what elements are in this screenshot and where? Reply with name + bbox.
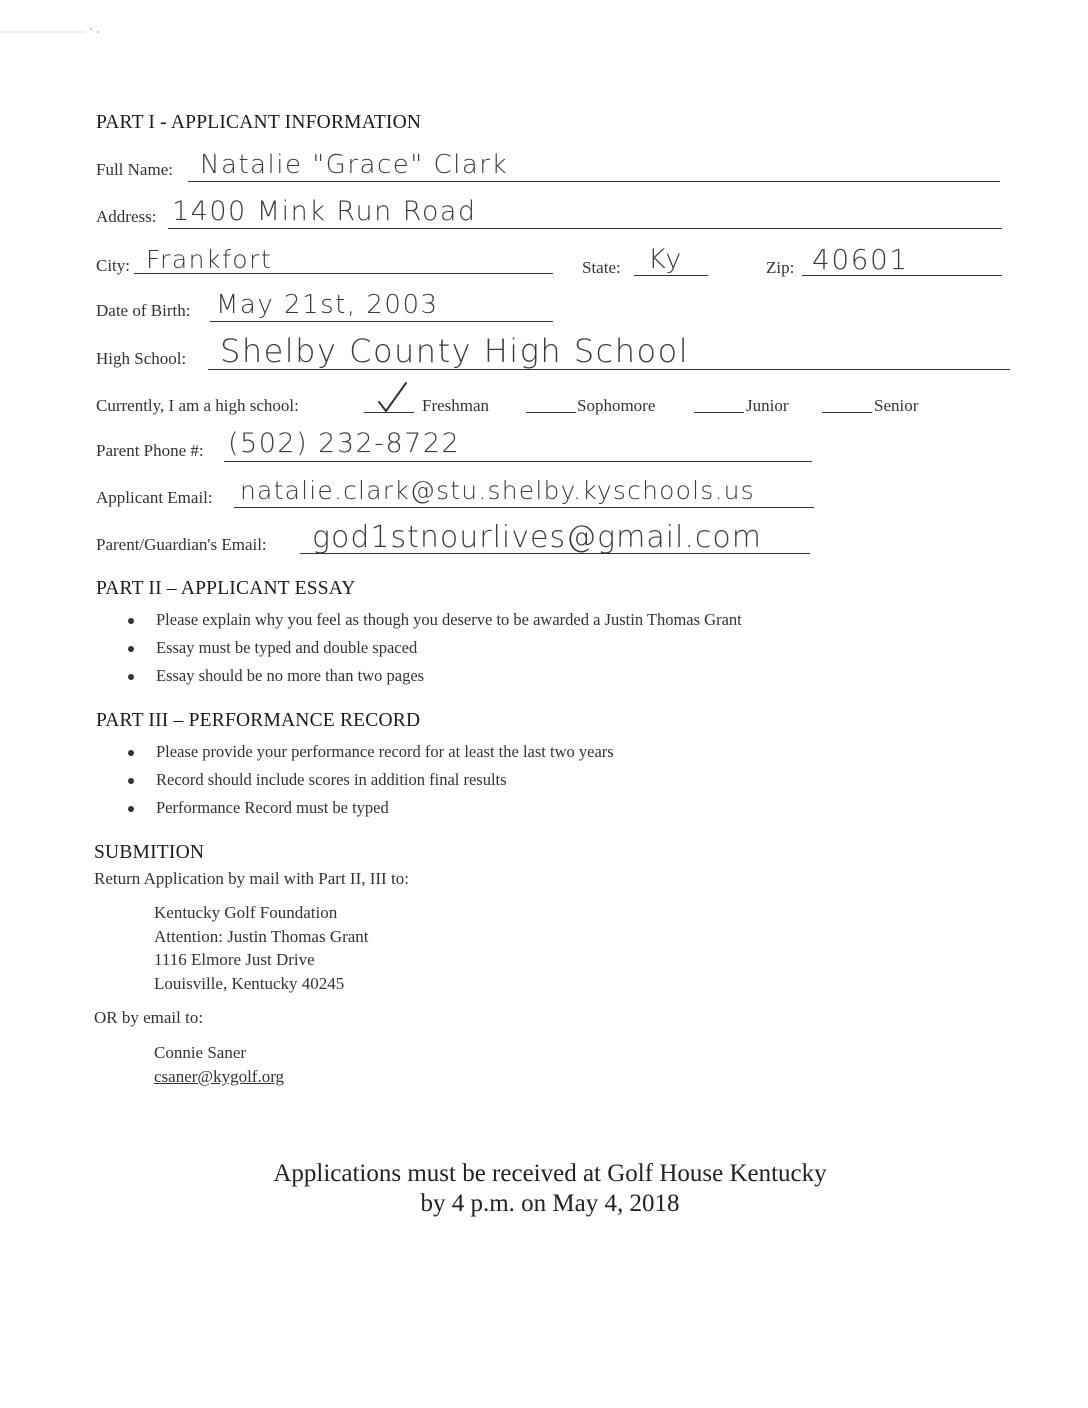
address-line <box>168 228 1002 229</box>
mailing-address-line: Louisville, Kentucky 40245 <box>154 974 345 993</box>
grade-line-junior <box>694 412 744 413</box>
grade-line-sophomore <box>526 412 576 413</box>
city-label: City: <box>96 256 131 275</box>
applicant-email-line <box>234 507 814 508</box>
deadline-line-2: by 4 p.m. on May 4, 2018 <box>420 1190 680 1217</box>
state-line <box>634 275 708 276</box>
address-value[interactable]: 1400 Mink Run Road <box>172 196 477 227</box>
parent-email-value[interactable]: god1stnourlives@gmail.com <box>312 520 762 555</box>
dob-line <box>210 321 553 322</box>
part2-bullet: Essay should be no more than two pages <box>156 666 425 685</box>
deadline-line-1: Applications must be received at Golf House Kentucky <box>273 1160 827 1187</box>
contact-name: Connie Saner <box>154 1043 247 1062</box>
dob-value[interactable]: May 21st, 2003 <box>216 290 439 320</box>
part1-heading: PART I - APPLICANT INFORMATION <box>96 112 422 133</box>
state-value[interactable]: Ky <box>648 244 683 275</box>
mailing-address-line: Kentucky Golf Foundation <box>154 903 338 922</box>
parent-phone-label: Parent Phone #: <box>96 441 204 460</box>
mailing-address-line: 1116 Elmore Just Drive <box>154 950 315 969</box>
submission-heading: SUBMITION <box>94 842 205 863</box>
grade-option-senior[interactable]: Senior <box>874 396 919 415</box>
part3-heading: PART III – PERFORMANCE RECORD <box>96 710 421 731</box>
full-name-value[interactable]: Natalie "Grace" Clark <box>200 150 509 180</box>
city-value[interactable]: Frankfort <box>146 245 273 274</box>
grade-option-junior[interactable]: Junior <box>746 396 789 415</box>
zip-value[interactable]: 40601 <box>812 243 909 276</box>
zip-label: Zip: <box>766 258 795 277</box>
part3-bullet: Performance Record must be typed <box>156 798 389 817</box>
applicant-email-value[interactable]: natalie.clark@stu.shelby.kyschools.us <box>240 476 755 505</box>
grade-label: Currently, I am a high school: <box>96 396 299 415</box>
applicant-email-label: Applicant Email: <box>96 488 213 507</box>
mailing-address-line: Attention: Justin Thomas Grant <box>154 927 369 946</box>
submission-intro: Return Application by mail with Part II, III to: <box>94 869 409 888</box>
part3-bullet: Record should include scores in addition final results <box>156 770 507 789</box>
dob-label: Date of Birth: <box>96 301 191 320</box>
state-label: State: <box>582 258 621 277</box>
grade-option-freshman[interactable]: Freshman <box>422 396 490 415</box>
full-name-label: Full Name: <box>96 160 173 179</box>
scan-artifact <box>0 20 110 40</box>
parent-phone-line <box>224 461 812 462</box>
checkmark-icon <box>376 380 410 416</box>
grade-line-senior <box>822 412 872 413</box>
or-email-text: OR by email to: <box>94 1008 204 1027</box>
contact-email-link[interactable]: csaner@kygolf.org <box>154 1067 285 1086</box>
full-name-line <box>188 181 1000 182</box>
part3-bullet: Please provide your performance record for at least the last two years <box>156 742 614 761</box>
grade-option-sophomore[interactable]: Sophomore <box>577 396 656 415</box>
part2-heading: PART II – APPLICANT ESSAY <box>96 578 356 599</box>
address-label: Address: <box>96 207 157 226</box>
part2-bullet: Please explain why you feel as though you deserve to be awarded a Justin Thomas Grant <box>156 610 742 629</box>
parent-phone-value[interactable]: (502) 232-8722 <box>228 428 461 459</box>
part2-bullet: Essay must be typed and double spaced <box>156 638 418 657</box>
parent-email-label: Parent/Guardian's Email: <box>96 535 267 554</box>
high-school-label: High School: <box>96 349 187 368</box>
high-school-value[interactable]: Shelby County High School <box>220 332 690 370</box>
